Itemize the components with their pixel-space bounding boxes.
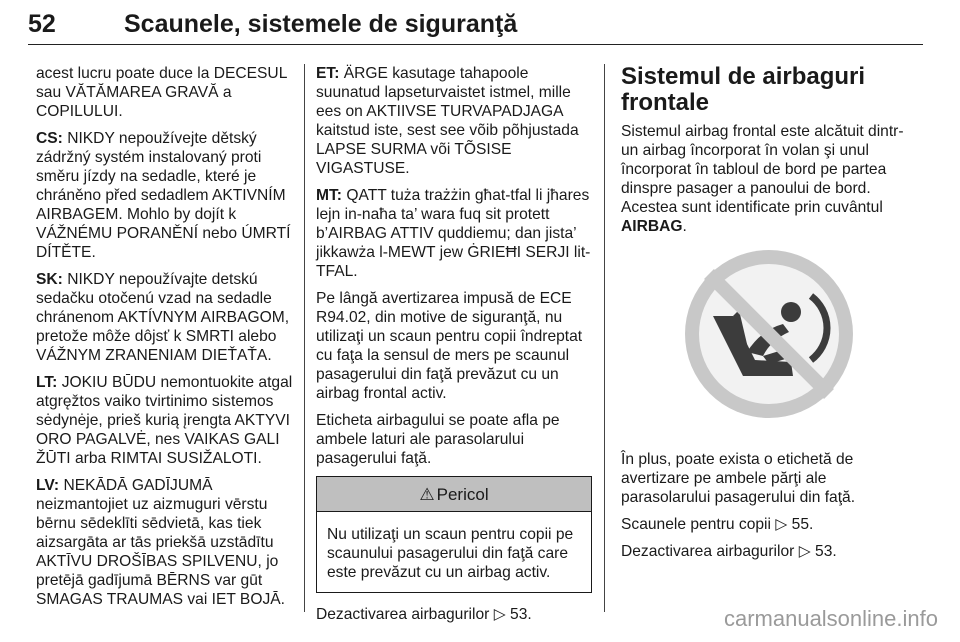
reference-text: Dezactivarea airbagurilor <box>316 606 490 623</box>
paragraph-text: NIKDY nepoužívejte dětský zádržný systém instalovaný proti směru jízdy na sedadle, které je chráněno před sedadlem AKTIVNÍM AIRBAGEM. Mohlo by dojít k VÁŽNÉMU PORANĚNÍ nebo ÚMRTÍ DÍTĚTE. <box>36 130 291 261</box>
paragraph-end: . <box>682 218 687 235</box>
paragraph-sun-visor: În plus, poate exista o etichetă de avertizare pe ambele părţi ale parasolarului pasagerului din faţă. <box>621 451 856 506</box>
danger-box-text: Nu utilizaţi un scaun pentru copii pe scaunului pasagerului din faţă care este prevăzut cu un airbag activ. <box>327 526 574 581</box>
cross-reference-deactivation[interactable] <box>621 542 915 561</box>
language-code: ET: <box>316 65 340 82</box>
paragraph-sk <box>36 270 298 365</box>
danger-box-header <box>317 477 591 512</box>
reference-page: 53. <box>815 543 837 560</box>
cross-reference-deactivation[interactable] <box>316 605 592 624</box>
paragraph-text: JOKIU BŪDU nemontuokite atgal atgręžtos vaiko tvirtinimo sistemos sėdynėje, prieš kurią įrengta AKTYVI ORO PAGALVĖ, nes VAIKAS GALI ŽŪTI arba RIMTAI SUSIŽALOTI. <box>36 374 293 467</box>
language-code: CS: <box>36 130 63 147</box>
paragraph-lv <box>36 476 298 609</box>
watermark: carmanualsonline.info <box>723 606 938 631</box>
column-divider-1 <box>304 64 305 612</box>
paragraph-front-airbag <box>621 122 915 236</box>
warning-triangle-icon: ⚠ <box>419 484 435 504</box>
chapter-title: Scaunele, sistemele de siguranţă <box>124 10 518 38</box>
page-header <box>28 10 918 46</box>
paragraph-text: ÄRGE kasutage tahapoole suunatud lapseturvaistet istmel, mille ees on AKTIIVSE TURVAPADJAGA kaitstud iste, sest see võib põhjustada LAPSE SURMA või TÕSISE VIGASTUSE. <box>316 65 579 177</box>
cross-reference-child-seats[interactable] <box>621 515 915 534</box>
reference-page: 55. <box>791 516 814 533</box>
language-code: LT: <box>36 374 58 391</box>
paragraph-text: acest lucru poate duce la DECESUL sau VĂTĂMAREA GRAVĂ a COPILULUI. <box>36 65 287 120</box>
paragraph-text: Sistemul airbag frontal este alcătuit dintr-un airbag încorporat în volan şi unul încorporat în tabloul de bord pe partea dinspre pasager a panoului de bord. Acestea sunt identificate prin cuvântul <box>621 123 904 216</box>
paragraph-et <box>316 64 592 178</box>
no-child-seat-airbag-icon <box>643 244 895 424</box>
column-1 <box>36 64 298 617</box>
arrow-ref-icon: ▷ <box>493 606 506 623</box>
paragraph-text: QATT tuża trażżin għat-tfal li jħares lejn in-naħa ta’ wara fuq sit protett b’AIRBAG ATTIV quddiemu; dan jista’ jikkawża l-MEWT jew ĠRIEĦI SERJI lit-TFAL. <box>316 187 591 280</box>
paragraph-label-location: Eticheta airbagului se poate afla pe ambele laturi ale parasolarului pasagerului faţă. <box>316 412 560 467</box>
reference-text: Scaunele pentru copii <box>621 516 771 533</box>
column-3 <box>621 64 915 569</box>
reference-page: 53. <box>510 606 532 623</box>
airbag-word: AIRBAG <box>621 218 683 235</box>
danger-box <box>316 476 592 593</box>
section-heading: Sistemul de airbaguri frontale <box>621 63 866 116</box>
column-2 <box>316 64 592 632</box>
reference-text: Dezactivarea airbagurilor <box>621 543 795 560</box>
language-code: SK: <box>36 271 63 288</box>
language-code: MT: <box>316 187 342 204</box>
paragraph-text: NIKDY nepoužívajte detskú sedačku otočenú vzad na sedadle chránenom AKTÍVNYM AIRBAGOM, pretože môže dôjsť k SMRTI alebo VÁŽNYM ZRANENIAM DIEŤAŤA. <box>36 271 290 364</box>
paragraph-lt <box>36 373 298 468</box>
arrow-ref-icon: ▷ <box>798 543 811 560</box>
language-code: LV: <box>36 477 60 494</box>
paragraph-intro <box>36 64 298 121</box>
page-number: 52 <box>28 10 56 38</box>
paragraph-cs <box>36 129 298 262</box>
danger-box-title: Pericol <box>436 484 489 504</box>
paragraph-mt <box>316 186 592 281</box>
paragraph-ece: Pe lângă avertizarea impusă de ECE R94.02, din motive de siguranţă, nu utilizaţi un scaun pentru copii îndreptat cu faţa la sensul de mers pe scaunul pasagerului din faţă prevăzut cu un airbag frontal activ. <box>316 290 583 402</box>
header-divider <box>28 44 923 45</box>
arrow-ref-icon: ▷ <box>775 516 788 533</box>
column-divider-2 <box>604 64 605 612</box>
paragraph-text: NEKĀDĀ GADĪJUMĀ neizmantojiet uz aizmuguri vērstu bērnu sēdeklīti sēdvietā, kas tiek aizsargāta ar tās priekšā uzstādītu AKTĪVU DROŠĪBAS SPILVENU, jo pretējā gadījumā BĒRNS var gūt SMAGAS TRAUMAS vai IET BOJĀ. <box>36 477 285 608</box>
